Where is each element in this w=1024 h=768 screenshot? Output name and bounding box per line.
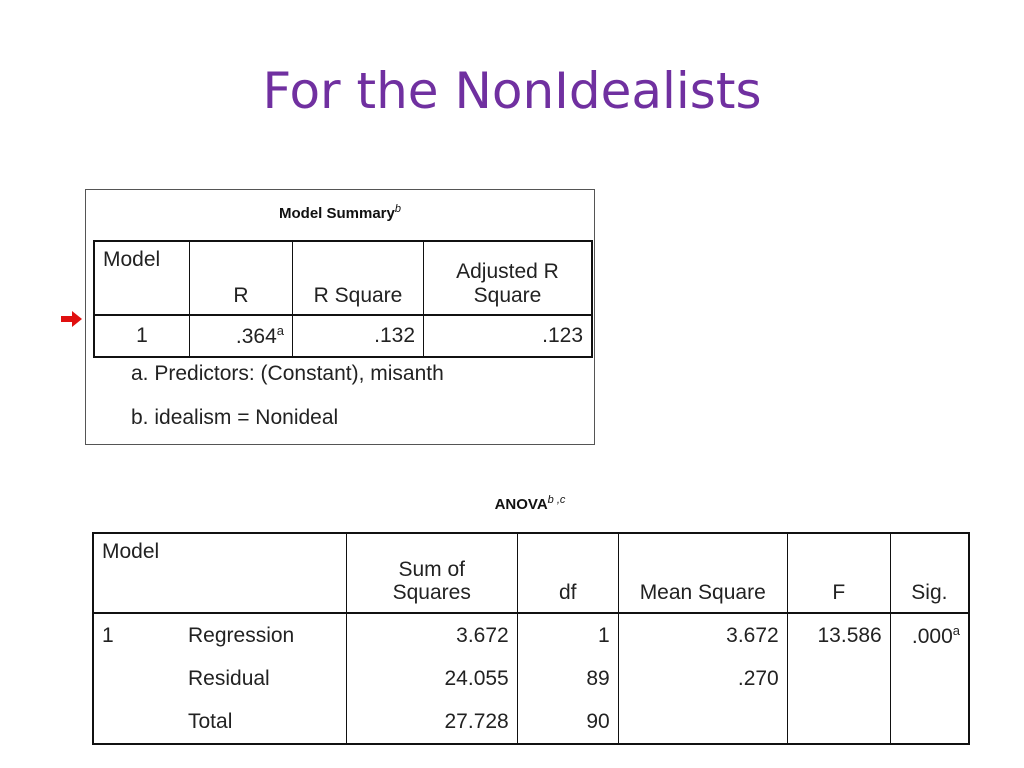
cell-sig: .000$^a$ xyxy=(890,613,969,657)
header-mean-square: Mean Square xyxy=(618,533,787,613)
header-adjusted-r-square: Adjusted R Square xyxy=(424,241,593,315)
table-header-row xyxy=(93,533,969,613)
header-model: Model xyxy=(94,241,190,315)
table-header-row xyxy=(94,241,592,315)
red-arrow-icon xyxy=(61,310,83,328)
header-model: Model xyxy=(93,533,346,613)
cell-source: Regression xyxy=(188,623,295,647)
cell-source: Total xyxy=(188,709,233,733)
model-summary-panel xyxy=(85,189,595,445)
model-summary-caption: Model Summary$^b$ xyxy=(279,203,401,222)
cell-f xyxy=(787,657,890,700)
cell-sum-of-squares: 3.672 xyxy=(346,613,517,657)
header-sum-of-squares: Sum of Squares xyxy=(346,533,517,613)
cell-mean-square: 3.672 xyxy=(618,613,787,657)
cell-source: Residual xyxy=(188,666,270,690)
cell-model: 1 xyxy=(102,623,114,647)
cell-df: 90 xyxy=(517,700,618,744)
header-df: df xyxy=(517,533,618,613)
cell-model xyxy=(93,657,180,700)
header-r-square: R Square xyxy=(293,241,424,315)
anova-caption: ANOVA$^{b ,c}$ xyxy=(494,494,566,513)
cell-mean-square: .270 xyxy=(618,657,787,700)
table-row xyxy=(94,315,592,357)
model-summary-table xyxy=(93,240,593,358)
cell-sum-of-squares: 24.055 xyxy=(346,657,517,700)
table-row xyxy=(93,657,969,700)
table-row xyxy=(93,700,969,744)
table-row xyxy=(93,613,969,657)
cell-model xyxy=(93,700,180,744)
header-sig: Sig. xyxy=(890,533,969,613)
cell-sig xyxy=(890,657,969,700)
cell-adjusted-r-square: .123 xyxy=(424,315,593,357)
cell-sig xyxy=(890,700,969,744)
cell-sum-of-squares: 27.728 xyxy=(346,700,517,744)
footnote-b: b. idealism = Nonideal xyxy=(131,406,339,429)
footnote-a: a. Predictors: (Constant), misanth xyxy=(131,362,444,385)
cell-mean-square xyxy=(618,700,787,744)
cell-r-square: .132 xyxy=(293,315,424,357)
cell-df: 89 xyxy=(517,657,618,700)
cell-df: 1 xyxy=(517,613,618,657)
cell-r: .364$^a$ xyxy=(190,315,293,357)
cell-model: 1 xyxy=(136,324,148,347)
anova-table xyxy=(92,532,970,745)
header-r: R xyxy=(190,241,293,315)
cell-f xyxy=(787,700,890,744)
slide-title: For the NonIdealists xyxy=(262,62,762,120)
cell-f: 13.586 xyxy=(787,613,890,657)
header-f: F xyxy=(787,533,890,613)
